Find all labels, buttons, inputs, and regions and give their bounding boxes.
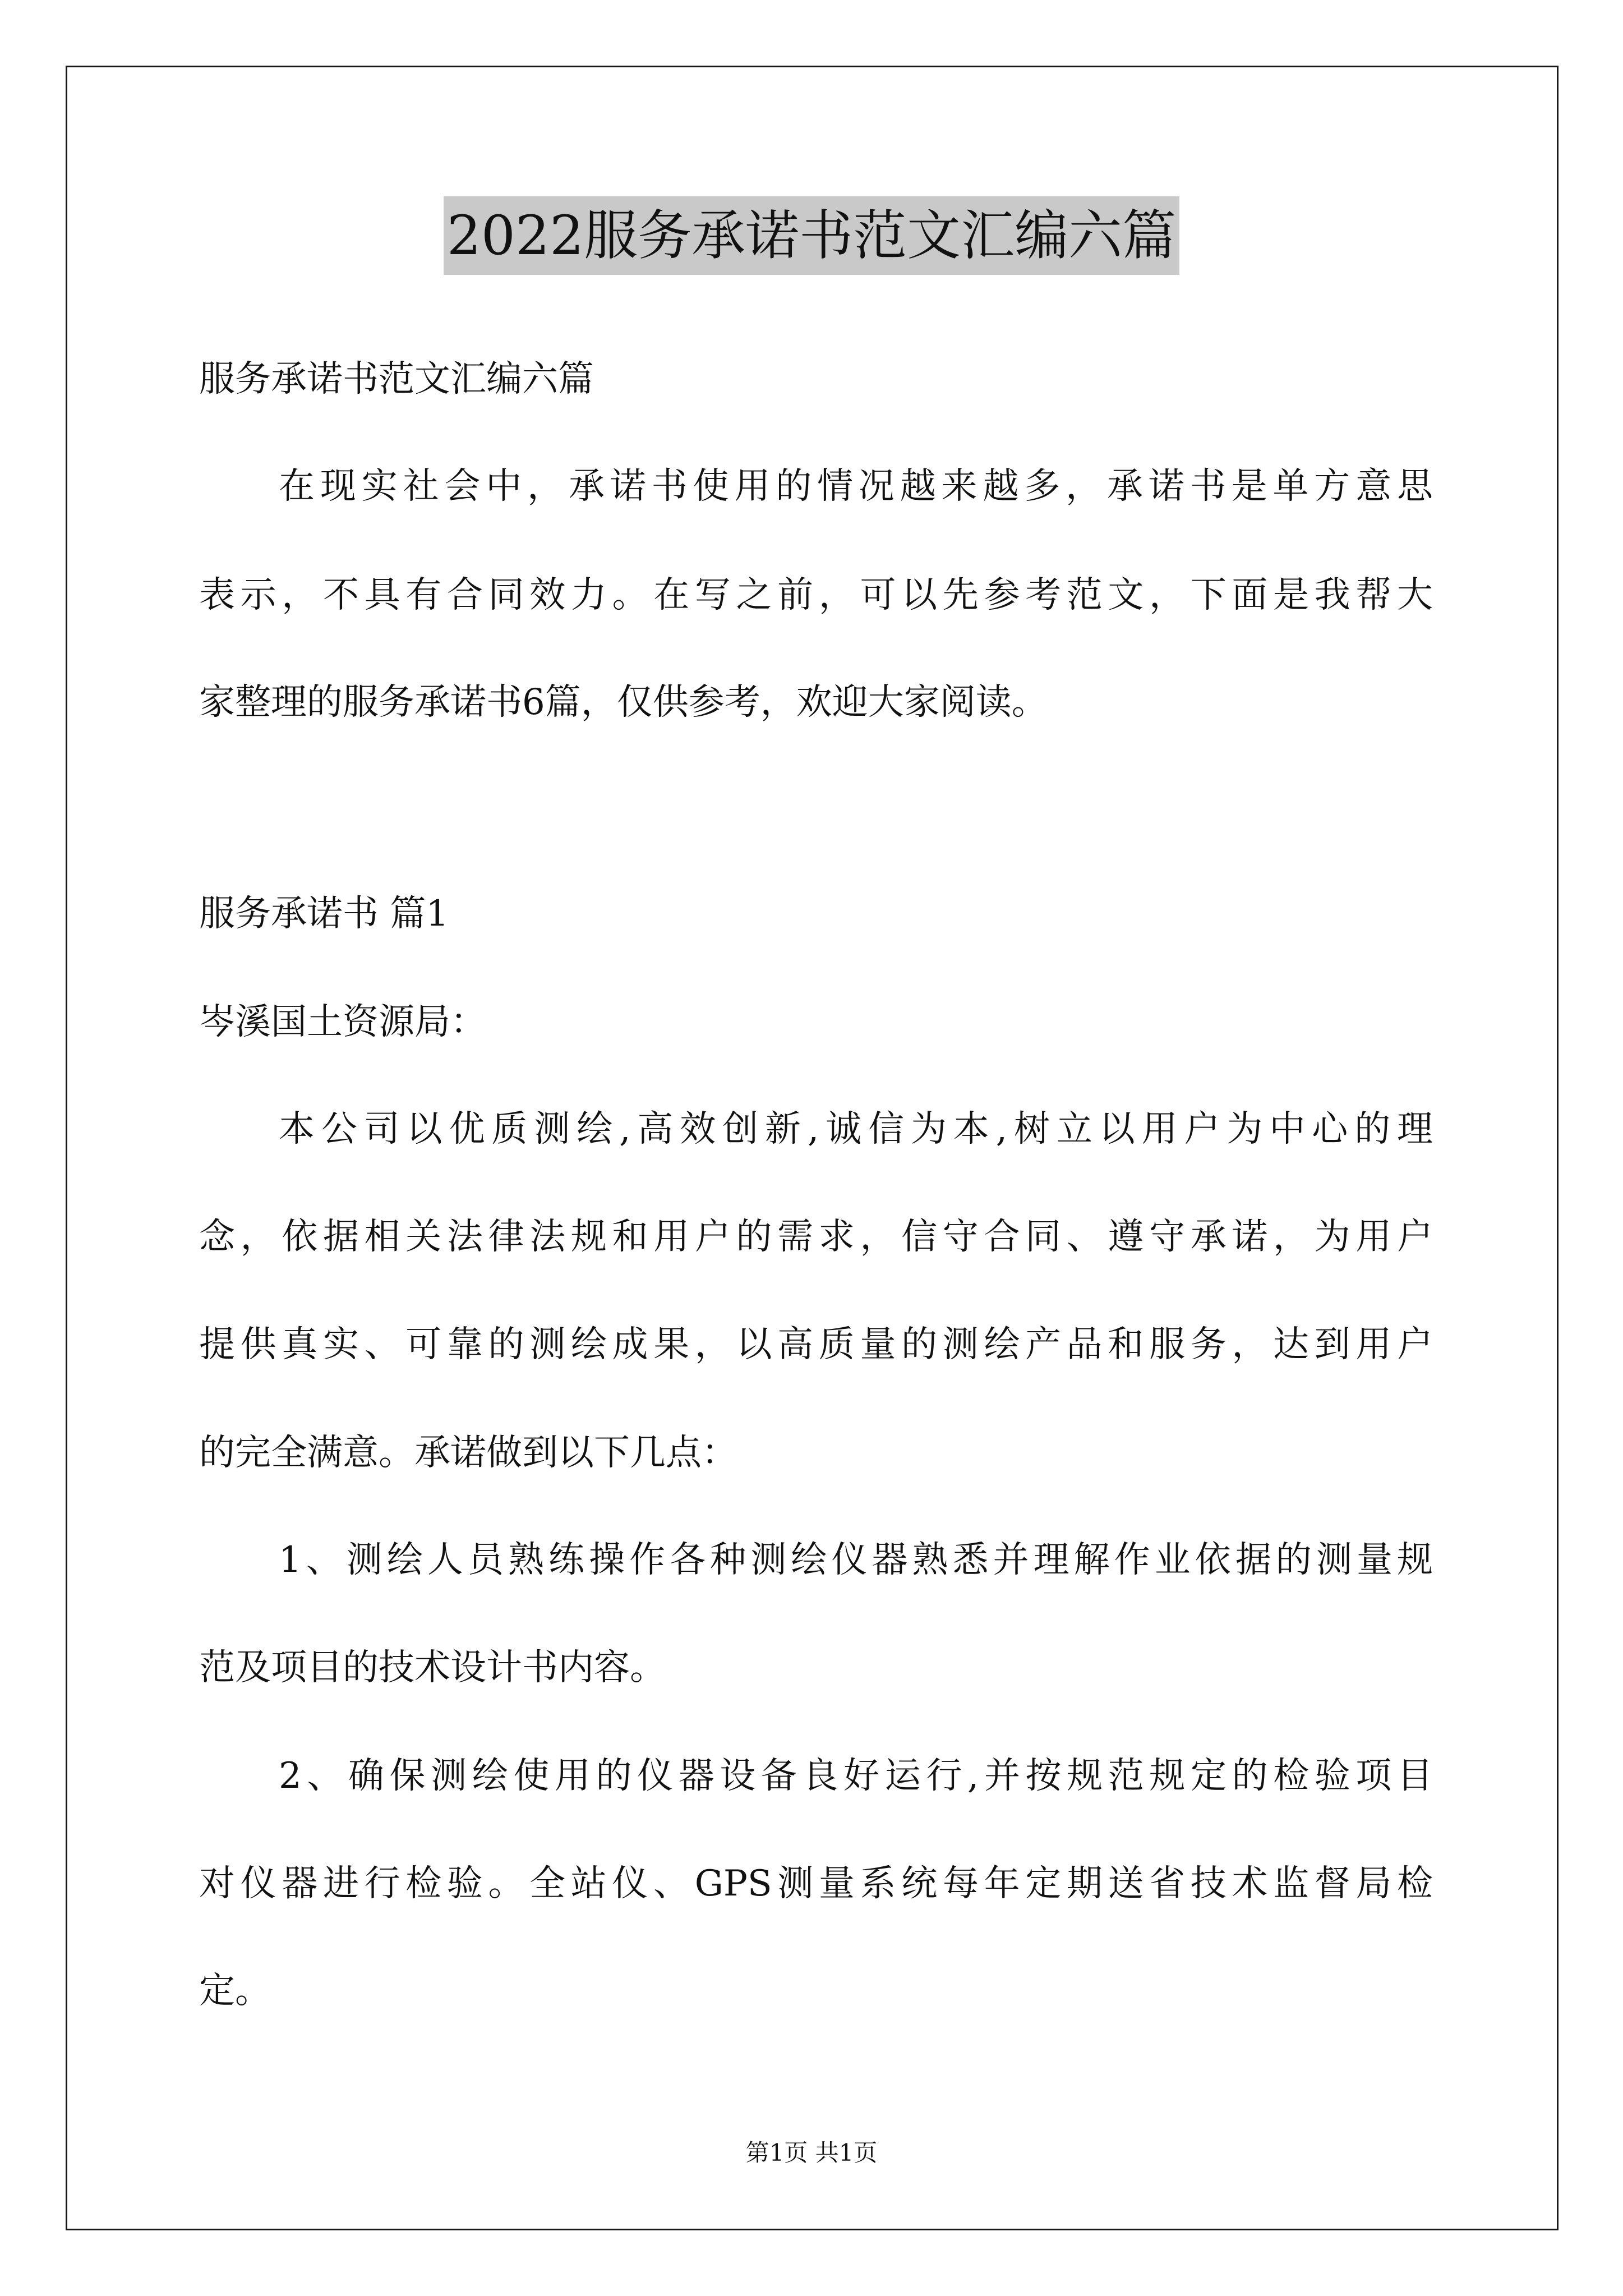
title-container [0, 196, 1623, 275]
body-line-6: 范及项目的技术设计书内容。 [199, 1647, 666, 1688]
page-number-footer: 第1页 共1页 [745, 2139, 878, 2166]
addressee: 岑溪国土资源局： [199, 1001, 486, 1043]
intro-line-2: 表示，不具有合同效力。在写之前，可以先参考范文，下面是我帮大 [199, 574, 1433, 616]
body-line-8: 对仪器进行检验。全站仪、GPS测量系统每年定期送省技术监督局检 [199, 1863, 1433, 1904]
document-title: 2022服务承诺书范文汇编六篇 [444, 196, 1179, 275]
body-line-3: 提供真实、可靠的测绘成果，以高质量的测绘产品和服务，达到用户 [199, 1324, 1433, 1365]
body-line-7: 2、确保测绘使用的仪器设备良好运行,并按规范规定的检验项目 [279, 1755, 1433, 1797]
body-line-5: 1、测绘人员熟练操作各种测绘仪器熟悉并理解作业依据的测量规 [279, 1539, 1433, 1581]
intro-line-3: 家整理的服务承诺书6篇，仅供参考，欢迎大家阅读。 [199, 682, 1048, 723]
body-line-9: 定。 [199, 1970, 271, 2012]
body-line-1: 本公司以优质测绘,高效创新,诚信为本,树立以用户为中心的理 [279, 1108, 1433, 1150]
body-line-2: 念，依据相关法律法规和用户的需求，信守合同、遵守承诺，为用户 [199, 1216, 1433, 1258]
intro-line-1: 在现实社会中，承诺书使用的情况越来越多，承诺书是单方意思 [279, 466, 1433, 507]
section-heading: 服务承诺书 篇1 [199, 893, 449, 935]
body-line-4: 的完全满意。承诺做到以下几点： [199, 1432, 737, 1474]
subtitle: 服务承诺书范文汇编六篇 [199, 358, 594, 400]
